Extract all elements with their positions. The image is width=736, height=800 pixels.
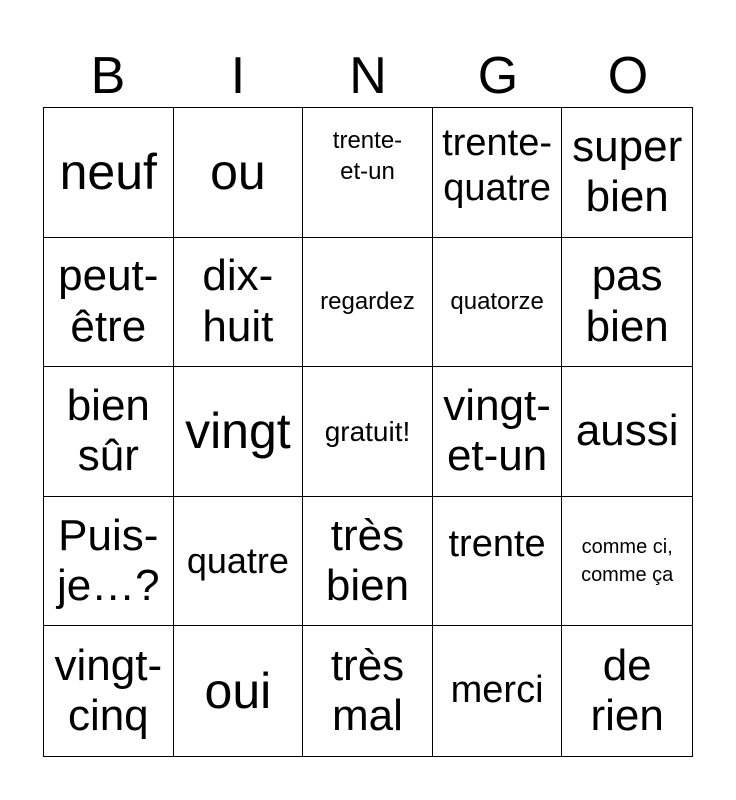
cell-label: oui	[204, 662, 272, 719]
bingo-cell[interactable]	[174, 238, 304, 368]
bingo-cell[interactable]	[44, 626, 174, 756]
bingo-cell[interactable]	[433, 238, 563, 368]
bingo-cell[interactable]	[303, 626, 433, 756]
bingo-cell[interactable]	[433, 108, 563, 238]
header-letter-b: B	[90, 47, 126, 105]
cell-label: ou	[210, 144, 266, 201]
bingo-cell[interactable]	[44, 108, 174, 238]
cell-label: Puis- je…?	[56, 510, 160, 611]
bingo-cell[interactable]	[44, 497, 174, 627]
cell-label: quatorze	[450, 288, 544, 316]
header-letter-n: N	[349, 47, 387, 105]
cell-label: aussi	[575, 406, 679, 456]
cell-label: neuf	[59, 144, 157, 201]
bingo-cell[interactable]	[303, 367, 433, 497]
cell-label: gratuit!	[324, 415, 411, 447]
bingo-cell[interactable]	[174, 367, 304, 497]
bingo-cell[interactable]	[562, 367, 692, 497]
bingo-cell[interactable]	[303, 108, 433, 238]
bingo-cell[interactable]	[562, 108, 692, 238]
bingo-cell[interactable]	[174, 626, 304, 756]
cell-label: pas bien	[585, 251, 669, 351]
bingo-cell[interactable]	[174, 497, 304, 627]
bingo-cell[interactable]	[303, 238, 433, 368]
bingo-cell[interactable]	[303, 497, 433, 627]
cell-label: très mal	[330, 640, 405, 741]
cell-label: bien sûr	[66, 380, 150, 481]
bingo-cell[interactable]	[433, 367, 563, 497]
cell-label: super bien	[572, 121, 683, 222]
cell-label: trente- et-un	[332, 127, 403, 186]
cell-label: trente	[448, 523, 546, 566]
cell-label: comme ci, comme ça	[581, 536, 674, 587]
cell-label: trente- quatre	[442, 121, 552, 210]
cell-label: regardez	[320, 288, 415, 316]
bingo-cell[interactable]	[44, 367, 174, 497]
bingo-header	[43, 45, 693, 107]
cell-label: vingt	[185, 403, 291, 460]
bingo-cell[interactable]	[562, 238, 692, 368]
bingo-board	[43, 107, 693, 757]
bingo-cell[interactable]	[174, 108, 304, 238]
cell-label: dix- huit	[202, 251, 274, 351]
cell-label: merci	[450, 669, 544, 712]
bingo-cell[interactable]	[433, 497, 563, 627]
cell-label: vingt- cinq	[54, 640, 163, 741]
cell-label: peut- être	[58, 251, 159, 351]
header-letter-i: I	[230, 47, 246, 105]
cell-label: de rien	[590, 640, 664, 741]
header-letter-o: O	[607, 47, 649, 105]
cell-label: quatre	[186, 540, 289, 582]
bingo-cell[interactable]	[44, 238, 174, 368]
bingo-cell[interactable]	[562, 497, 692, 627]
bingo-cell[interactable]	[433, 626, 563, 756]
header-letter-g: G	[477, 47, 519, 105]
cell-label: très bien	[325, 510, 410, 611]
cell-label: vingt- et-un	[443, 380, 551, 481]
bingo-cell[interactable]	[562, 626, 692, 756]
